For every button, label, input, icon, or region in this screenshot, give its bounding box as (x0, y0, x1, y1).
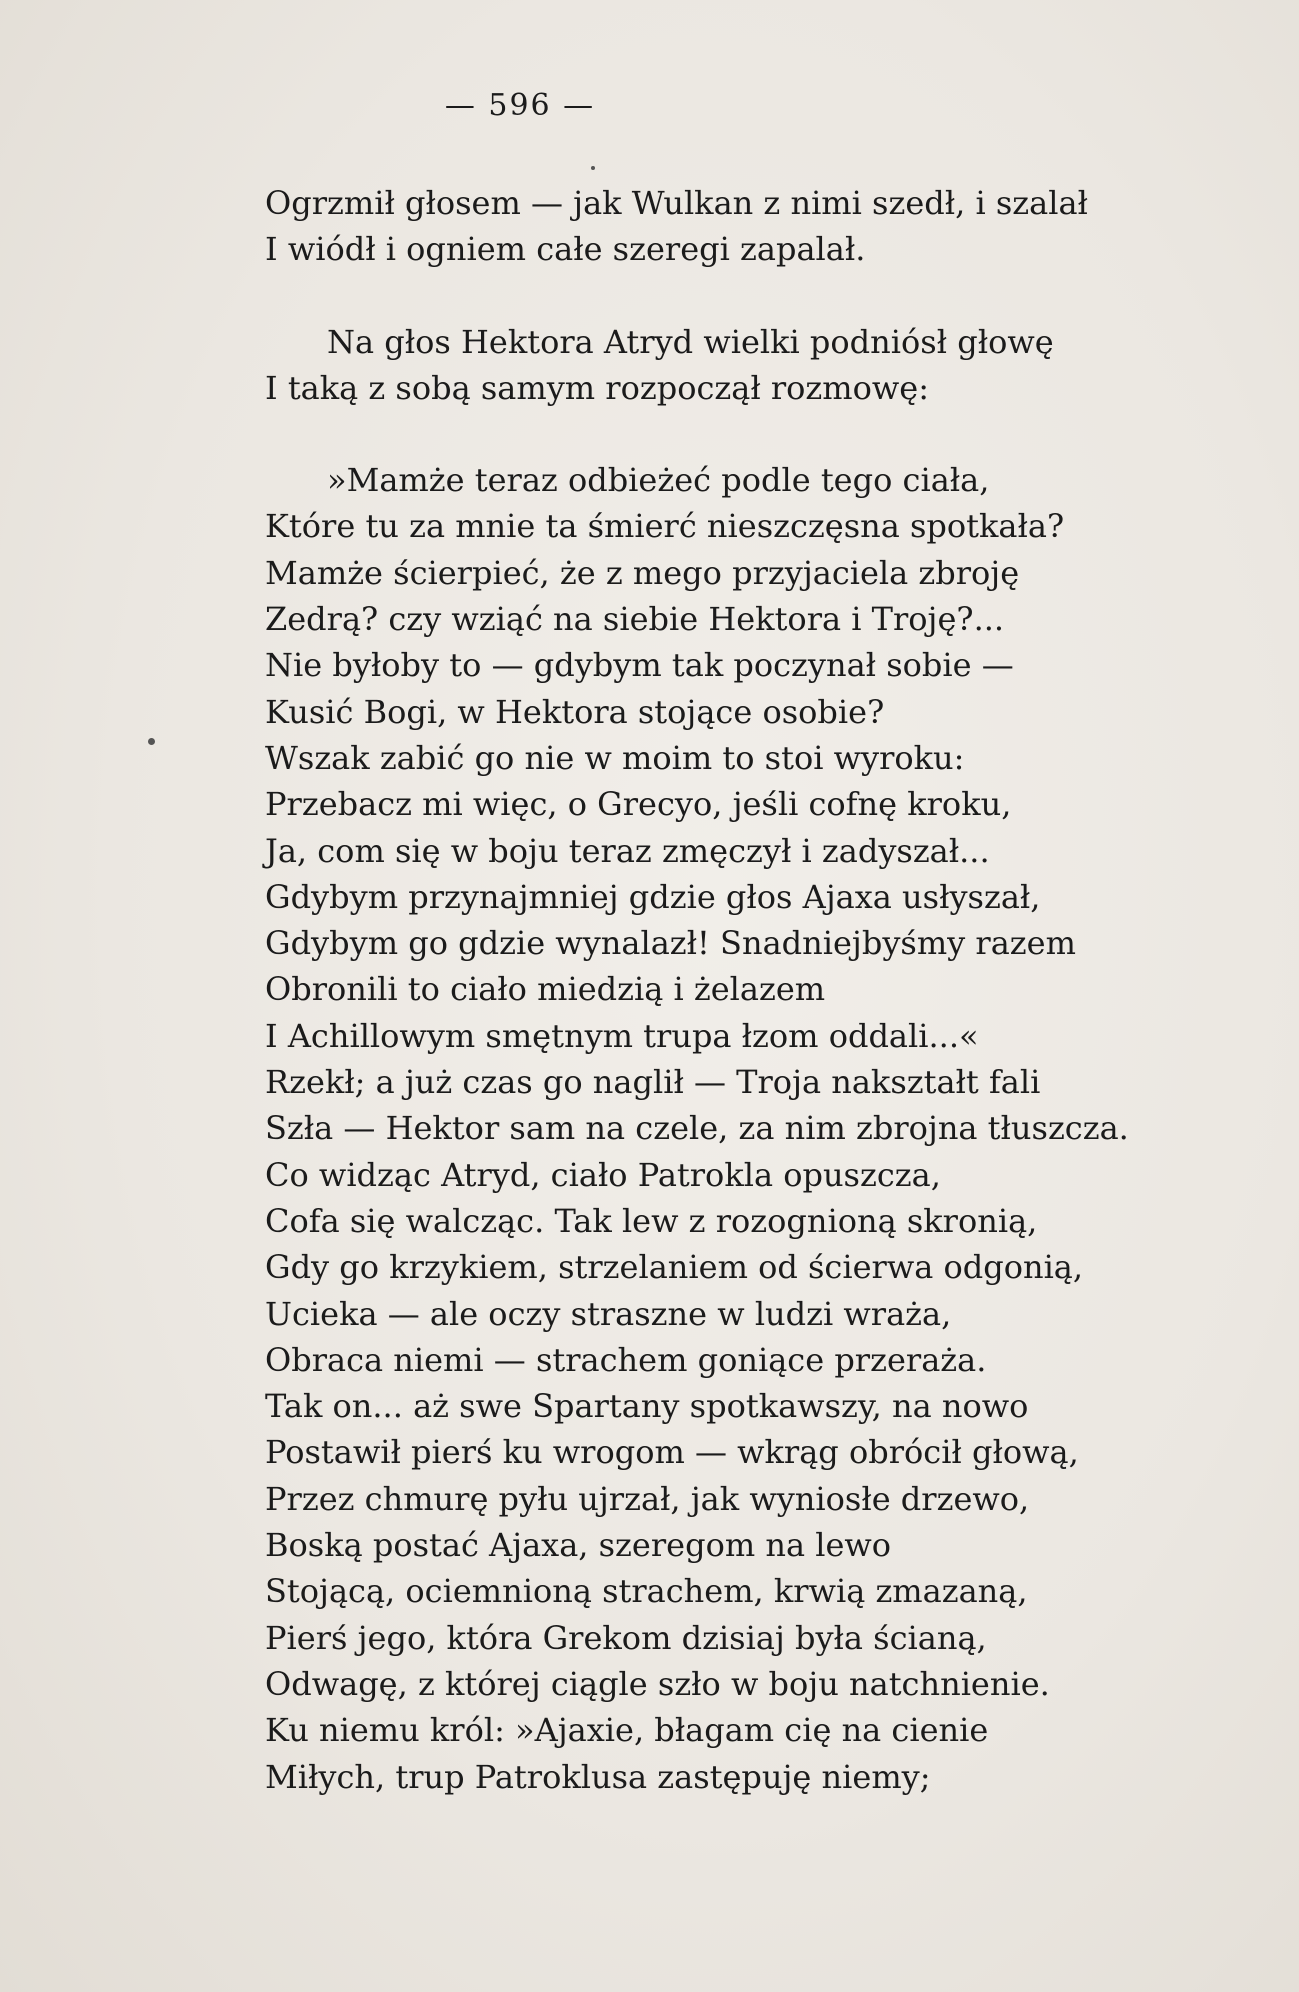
poem-line: Ku niemu król: »Ajaxie, błagam cię na cienie (265, 1711, 989, 1750)
poem-line: Gdy go krzykiem, strzelaniem od ścierwa odgonią, (265, 1248, 1084, 1287)
poem-line: Co widząc Atryd, ciało Patrokla opuszcza, (265, 1155, 941, 1194)
poem-line: Przebacz mi więc, o Grecyo, jeśli cofnę kroku, (265, 785, 1012, 824)
page-number: — 596 — (444, 88, 596, 123)
print-speck (148, 738, 155, 745)
poem-line: Obraca niemi — strachem goniące przeraża. (265, 1340, 987, 1379)
poem-line: Obronili to ciało miedzią i żelazem (265, 970, 826, 1009)
poem-line: Nie byłoby to — gdybym tak poczynał sobie — (265, 646, 1014, 685)
poem-line: Na głos Hektora Atryd wielki podniósł głowę (327, 322, 1054, 361)
poem-line: Szła — Hektor sam na czele, za nim zbrojna tłuszcza. (265, 1109, 1129, 1148)
print-speck (591, 166, 595, 170)
poem-line: Odwagę, z której ciągle szło w boju natchnienie. (265, 1664, 1050, 1703)
poem-line: Gdybym go gdzie wynalazł! Snadniejbyśmy razem (265, 924, 1076, 963)
poem-line: Które tu za mnie ta śmierć nieszczęsna spotkała? (265, 507, 1065, 546)
poem-line: Mamże ścierpieć, że z mego przyjaciela zbroję (265, 553, 1020, 592)
poem-line: Pierś jego, która Grekom dzisiaj była ścianą, (265, 1618, 987, 1657)
poem-line: Ogrzmił głosem — jak Wulkan z nimi szedł, i szalał (265, 184, 1088, 222)
poem-line: Zedrą? czy wziąć na siebie Hektora i Troję?... (265, 600, 1005, 639)
poem-text (265, 180, 1225, 1800)
poem-line: Tak on... aż swe Spartany spotkawszy, na nowo (265, 1387, 1029, 1426)
poem-line: Rzekł; a już czas go naglił — Troja nakształt fali (265, 1063, 1041, 1102)
poem-line: Kusić Bogi, w Hektora stojące osobie? (265, 692, 885, 731)
poem-line: Ucieka — ale oczy straszne w ludzi wraża, (265, 1294, 952, 1333)
poem-line: Ja, com się w boju teraz zmęczył i zadyszał... (265, 831, 990, 870)
poem-line: Wszak zabić go nie w moim to stoi wyroku: (265, 738, 965, 777)
poem-line: I taką z sobą samym rozpoczął rozmowę: (265, 368, 929, 407)
poem-line: Cofa się walcząc. Tak lew z rozognioną skronią, (265, 1201, 1038, 1240)
poem-line: Postawił pierś ku wrogom — wkrąg obrócił głową, (265, 1433, 1079, 1472)
poem-line: Przez chmurę pyłu ujrzał, jak wyniosłe drzewo, (265, 1479, 1030, 1518)
poem-line: Boską postać Ajaxa, szeregom na lewo (265, 1526, 892, 1565)
poem-line: Stojącą, ociemnioną strachem, krwią zmazaną, (265, 1572, 1028, 1611)
poem-line: I wiódł i ogniem całe szeregi zapalał. (265, 230, 866, 269)
poem-line: I Achillowym smętnym trupa łzom oddali...« (265, 1016, 979, 1055)
poem-line: »Mamże teraz odbieżeć podle tego ciała, (327, 461, 990, 500)
poem-line: Miłych, trup Patroklusa zastępuję niemy; (265, 1757, 931, 1796)
poem-line: Gdybym przynajmniej gdzie głos Ajaxa usłyszał, (265, 877, 1041, 916)
